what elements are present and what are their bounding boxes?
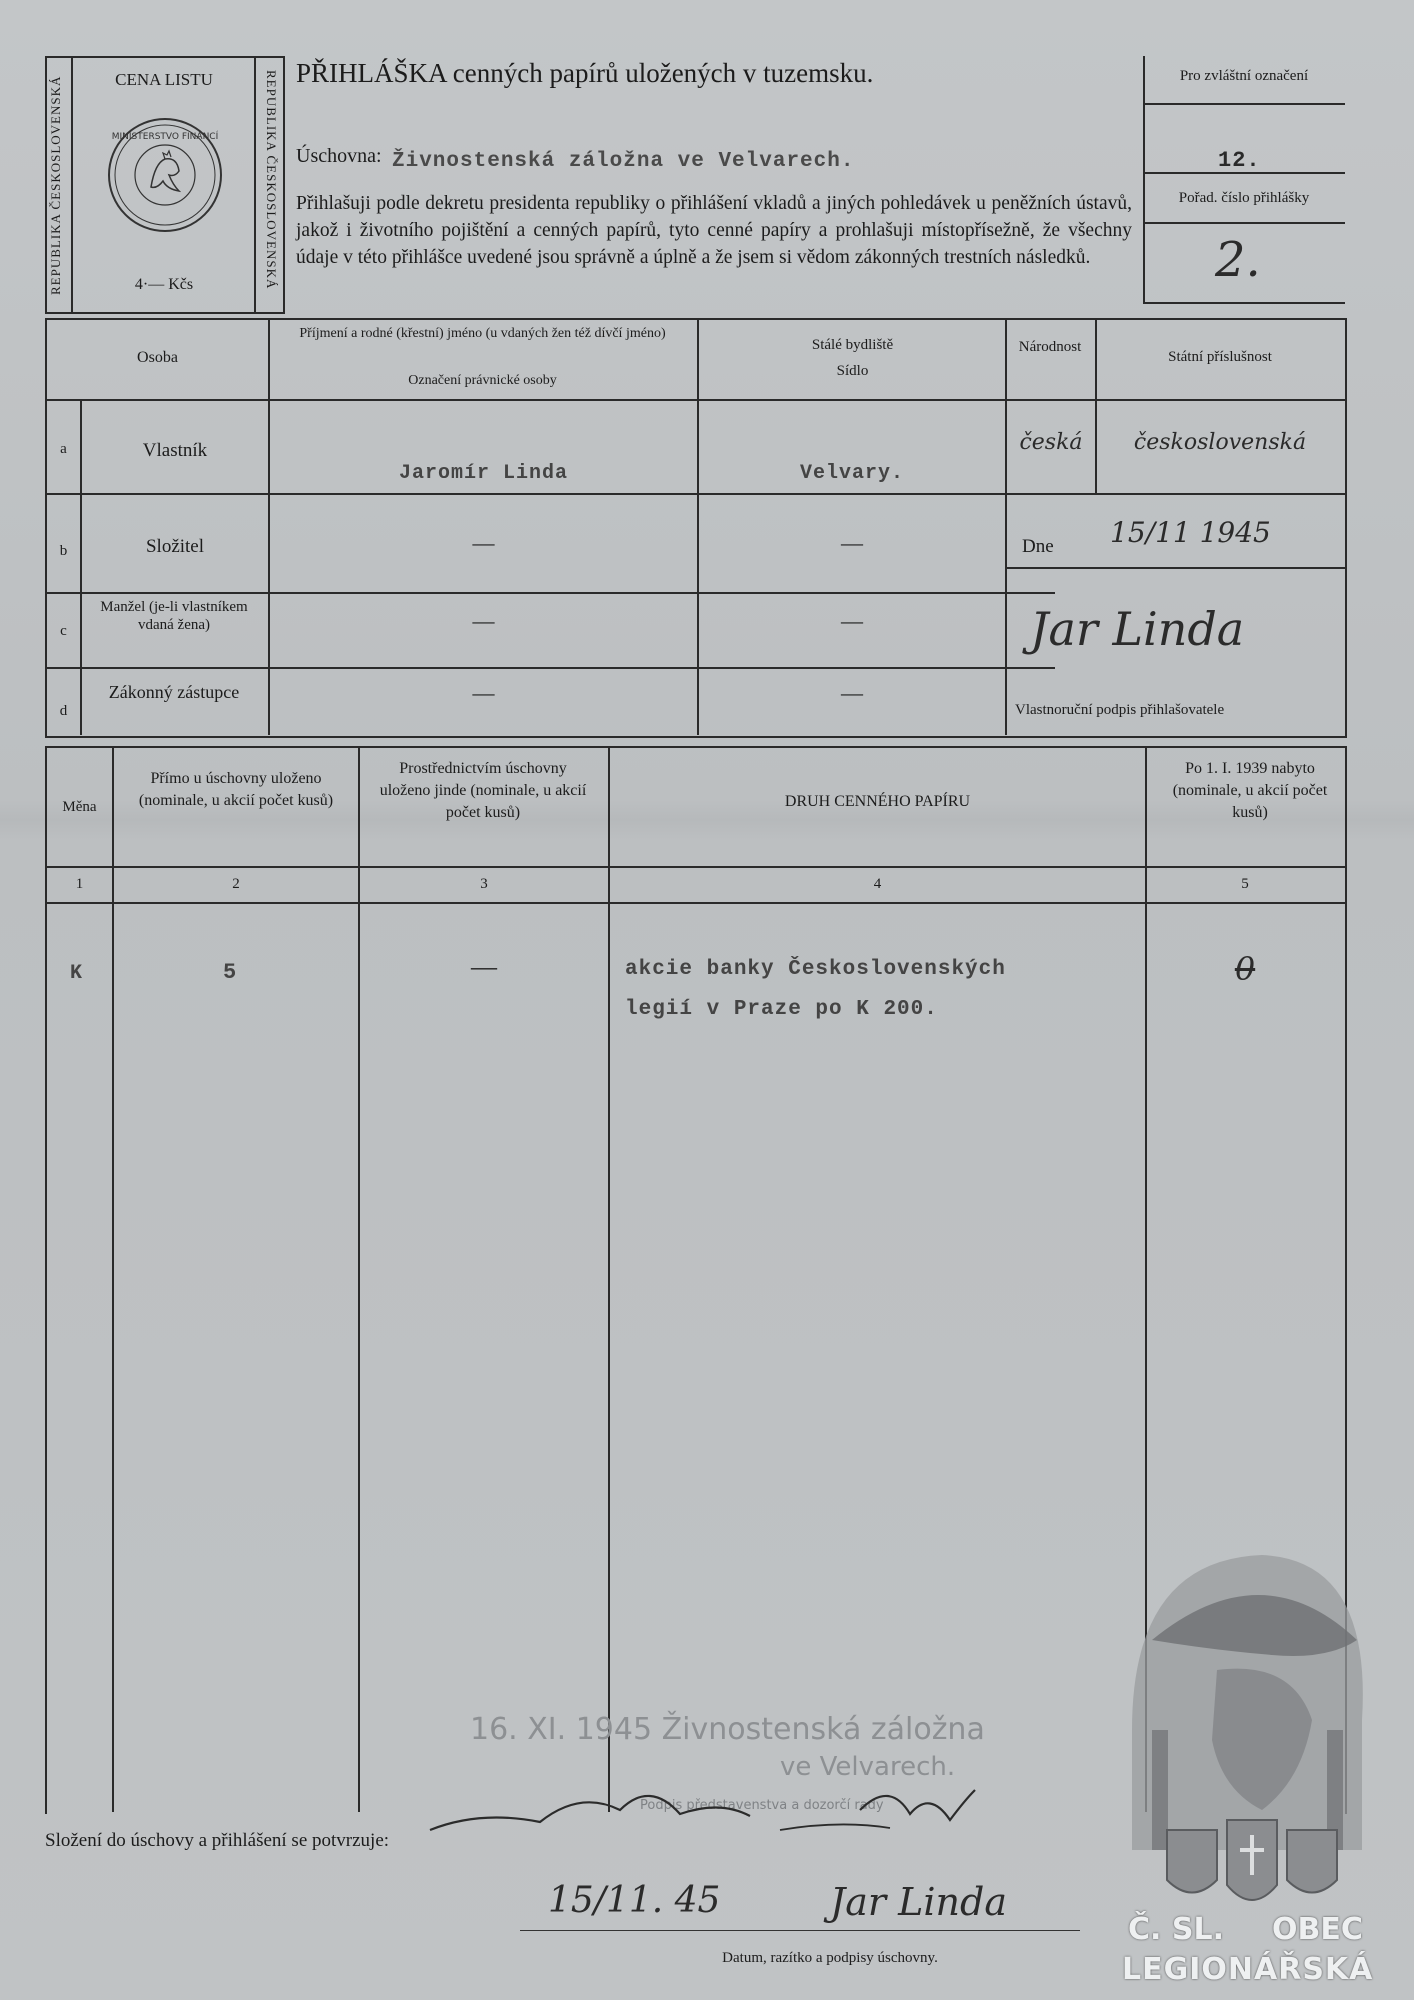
stamp-left-vertical-text: REPUBLIKA ČESKOSLOVENSKÁ xyxy=(48,75,63,295)
sec-header-direct: Přímo u úschovny uloženo (nominale, u akcií počet kusů) xyxy=(138,770,334,809)
row-letter: d xyxy=(59,703,68,719)
row-letter: a xyxy=(60,441,67,457)
after1939-value: 0 xyxy=(1234,950,1256,988)
depositor-residence: — xyxy=(841,530,863,555)
form-title-rest: cenných papírů uložených v tuzemsku. xyxy=(452,58,874,88)
row-role: Složitel xyxy=(145,536,205,557)
header-nationality: Národnost xyxy=(1018,339,1082,355)
confirm-label: Složení do úschovy a přihlášení se potvrzuje: xyxy=(45,1830,390,1851)
footer-signature: Jar Linda xyxy=(830,1880,1007,1924)
representative-residence: — xyxy=(841,680,863,705)
applicant-signature: Jar Linda xyxy=(1030,602,1245,656)
sec-header-after1939: Po 1. I. 1939 nabyto (nominale, u akcií počet kusů) xyxy=(1172,760,1328,821)
order-value: 2. xyxy=(1215,232,1261,288)
sec-header-currency: Měna xyxy=(62,799,97,815)
owner-nationality: česká xyxy=(1019,430,1083,455)
special-value: 12. xyxy=(1218,148,1261,173)
row-letter: b xyxy=(59,543,68,559)
row-role: Zákonný zástupce xyxy=(108,682,240,702)
form-title-strong: PŘIHLÁŠKA xyxy=(296,58,447,88)
owner-name: Jaromír Linda xyxy=(398,462,569,485)
form-title xyxy=(296,58,873,89)
date-value: 15/11 1945 xyxy=(1110,516,1271,549)
indirect-value: — xyxy=(471,952,497,981)
col-number: 2 xyxy=(232,876,240,892)
kind-line-1: akcie banky Československých xyxy=(625,958,1006,981)
stamp-title: CENA LISTU xyxy=(115,70,213,89)
col-number: 5 xyxy=(1241,876,1249,892)
date-label: Dne xyxy=(1022,536,1054,557)
uschovna-label: Úschovna: xyxy=(296,145,382,167)
sec-header-indirect: Prostřednictvím úschovny uloženo jinde (nominale, u akcií počet kusů) xyxy=(379,760,587,821)
stamp-price: 4·— Kčs xyxy=(134,276,194,293)
currency-value: K xyxy=(70,962,84,985)
datum-label: Datum, razítko a podpisy úschovny. xyxy=(722,1950,938,1966)
representative-name: — xyxy=(472,680,495,705)
spouse-name: — xyxy=(472,608,495,633)
row-letter: c xyxy=(60,623,67,639)
header-residence: Stálé bydliště xyxy=(811,337,894,353)
header-osoba: Osoba xyxy=(137,349,178,366)
watermark-text-line1: Č. SL. xyxy=(1128,1912,1224,1947)
header-name: Příjmení a rodné (křestní) jméno (u vdaných žen též dívčí jméno) xyxy=(299,326,666,341)
bank-stamp-line1: 16. XI. 1945 Živnostenská záložna xyxy=(470,1712,985,1747)
legion-watermark xyxy=(1112,1520,1384,1990)
row-role: Manžel (je-li vlastníkem vdaná žena) xyxy=(100,599,248,633)
official-signatures-icon xyxy=(420,1770,980,1850)
owner-residence: Velvary. xyxy=(799,462,904,485)
direct-value: 5 xyxy=(223,960,238,985)
sec-header-kind: DRUH CENNÉHO PAPÍRU xyxy=(784,793,971,810)
watermark-text-line2: OBEC xyxy=(1272,1912,1363,1947)
uschovna-value: Živnostenská záložna ve Velvarech. xyxy=(392,150,855,173)
special-label: Pro zvláštní označení xyxy=(1179,68,1309,84)
spouse-residence: — xyxy=(841,608,863,633)
bank-stamp-line3: Podpis představenstva a dozorčí rady xyxy=(640,1798,884,1813)
col-number: 4 xyxy=(873,876,882,892)
kind-line-2: legií v Praze po K 200. xyxy=(625,998,938,1021)
header-citizenship: Státní příslušnost xyxy=(1168,349,1272,365)
depositor-name: — xyxy=(472,530,495,555)
watermark-text-line3: LEGIONÁŘSKÁ xyxy=(1122,1952,1374,1987)
order-label: Pořad. číslo přihlášky xyxy=(1178,190,1310,206)
signature-label: Vlastnoruční podpis přihlašovatele xyxy=(1015,702,1225,718)
seal-text: MINISTERSTVO FINANCÍ xyxy=(111,132,219,142)
ministry-seal-icon xyxy=(105,115,225,235)
row-role: Vlastník xyxy=(142,440,208,461)
owner-citizenship: československá xyxy=(1133,430,1307,455)
legionnaire-helmet-icon xyxy=(1112,1520,1384,1860)
header-residence-sub: Sídlo xyxy=(836,363,869,379)
col-number: 1 xyxy=(75,876,84,892)
header-name-sub: Označení právnické osoby xyxy=(408,373,557,388)
declaration-text: Přihlašuji podle dekretu presidenta republiky o přihlášení vkladů a jiných pohledávek u peněžních ústavů, jakož i životního pojištění a cenných papírů, tyto cenné papíry a prohlašuji místopřísežně, že všechny údaje v této přihlášce uvedené jsou správně a úplně a že jsem si vědom zákonných trestních následků. xyxy=(296,193,1132,268)
footer-date: 15/11. 45 xyxy=(548,1880,721,1921)
bank-stamp-line2: ve Velvarech. xyxy=(780,1752,956,1782)
col-number: 3 xyxy=(480,876,488,892)
stamp-right-vertical-text: REPUBLIKA ČESKOSLOVENSKÁ xyxy=(264,70,279,290)
